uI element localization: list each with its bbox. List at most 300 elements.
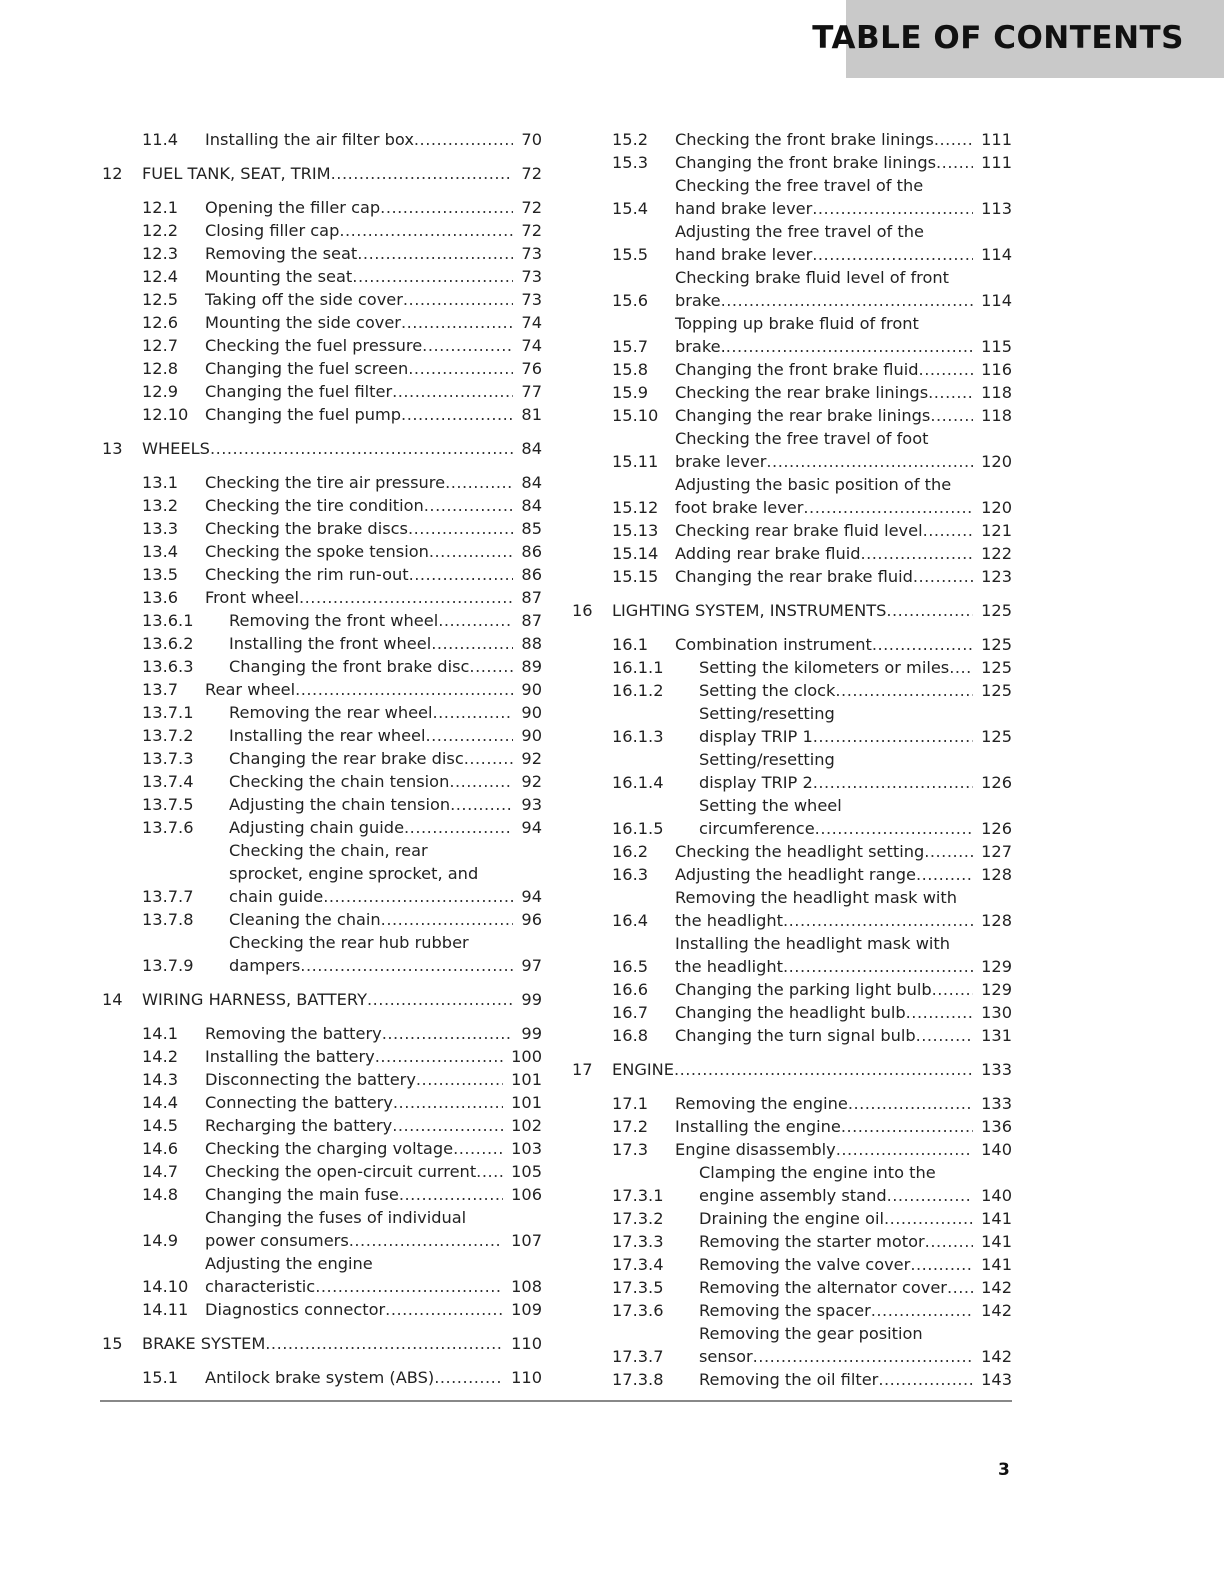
toc-entry-title: Setting the wheel — [699, 796, 842, 815]
dot-leader — [878, 1368, 973, 1391]
toc-entry[interactable] — [572, 427, 1012, 473]
toc-entry-number: 16.1.3 — [612, 727, 664, 746]
toc-entry-title: Adjusting the engine — [205, 1254, 373, 1273]
toc-entry[interactable] — [102, 357, 542, 380]
toc-entry-number: 13.7.8 — [142, 910, 194, 929]
toc-page-number: 92 — [521, 749, 542, 768]
toc-page-number: 129 — [981, 980, 1012, 999]
toc-entry-title: Adjusting the basic position of the — [675, 475, 952, 494]
toc-entry[interactable] — [572, 886, 1012, 932]
toc-entry-title: Checking the rear hub rubber — [229, 933, 469, 952]
toc-page-number: 107 — [511, 1231, 542, 1250]
toc-page-number: 76 — [521, 359, 542, 378]
toc-entry-number: 12.6 — [142, 313, 179, 332]
toc-entry-title: Installing the battery — [205, 1047, 375, 1066]
toc-page-number: 141 — [981, 1232, 1012, 1251]
bottom-divider — [100, 1400, 1012, 1402]
toc-page-number: 101 — [511, 1070, 542, 1089]
toc-entry-title: Changing the turn signal bulb — [675, 1026, 916, 1045]
dot-leader — [848, 1092, 973, 1115]
toc-entry-title: Installing the air filter box — [205, 130, 414, 149]
toc-entry-title: Changing the main fuse — [205, 1185, 399, 1204]
dot-leader — [476, 1160, 503, 1183]
dot-leader — [936, 151, 973, 174]
toc-entry[interactable] — [572, 473, 1012, 519]
toc-page-number: 114 — [981, 291, 1012, 310]
toc-page-number: 126 — [981, 819, 1012, 838]
toc-entry-title: Adjusting the chain tension — [229, 795, 451, 814]
toc-entry[interactable] — [102, 403, 542, 426]
dot-leader — [934, 128, 973, 151]
toc-entry[interactable] — [102, 1298, 542, 1321]
toc-entry-number: 16.1 — [612, 635, 649, 654]
toc-entry[interactable] — [102, 839, 542, 908]
toc-entry-number: 17.3.7 — [612, 1347, 664, 1366]
toc-entry-title: Changing the front brake disc — [229, 657, 470, 676]
toc-entry[interactable] — [102, 816, 542, 839]
toc-entry[interactable] — [102, 1366, 542, 1389]
toc-page-number: 128 — [981, 911, 1012, 930]
toc-page-number: 127 — [981, 842, 1012, 861]
toc-entry[interactable] — [102, 219, 542, 242]
toc-entry-title: Removing the engine — [675, 1094, 848, 1113]
toc-entry-title: brake. — [675, 337, 726, 356]
header-banner — [812, 0, 1224, 78]
toc-entry[interactable] — [572, 679, 1012, 702]
dot-leader — [403, 288, 513, 311]
toc-entry[interactable] — [102, 1091, 542, 1114]
toc-entry[interactable] — [102, 517, 542, 540]
toc-page-number: 97 — [521, 956, 542, 975]
toc-entry-title: sprocket, engine sprocket, and — [229, 864, 479, 883]
toc-entry[interactable] — [102, 196, 542, 219]
toc-page-number: 88 — [521, 634, 542, 653]
toc-entry-title: Installing the rear wheel — [229, 726, 426, 745]
toc-entry[interactable] — [102, 494, 542, 517]
page-number: 3 — [998, 1460, 1010, 1480]
toc-entry-number: 13.7.7 — [142, 887, 194, 906]
toc-page-number: 142 — [981, 1347, 1012, 1366]
dot-leader — [323, 885, 513, 908]
toc-entry-number: 15.6 — [612, 291, 649, 310]
toc-entry-number: 12.10 — [142, 405, 189, 424]
dot-leader — [438, 609, 513, 632]
toc-entry[interactable] — [102, 701, 542, 724]
toc-page-number: 99 — [521, 990, 542, 1009]
dot-leader — [919, 358, 974, 381]
toc-entry-number: 14.8 — [142, 1185, 179, 1204]
toc-entry[interactable] — [572, 266, 1012, 312]
toc-entry-title: brake — [675, 291, 721, 310]
toc-entry-number: 17.3.8 — [612, 1370, 664, 1389]
toc-entry[interactable] — [572, 174, 1012, 220]
toc-entry-number: 11.4 — [142, 130, 179, 149]
toc-entry[interactable] — [572, 1161, 1012, 1207]
toc-entry[interactable] — [102, 1068, 542, 1091]
toc-page-number: 100 — [511, 1047, 542, 1066]
toc-entry-number: 16 — [572, 601, 593, 620]
toc-entry-number: 13.3 — [142, 519, 179, 538]
toc-entry[interactable] — [102, 334, 542, 357]
page-title: TABLE OF CONTENTS — [812, 20, 1184, 56]
toc-entry-number: 16.1.1 — [612, 658, 664, 677]
toc-entry[interactable] — [572, 863, 1012, 886]
toc-entry-number: 16.1.2 — [612, 681, 664, 700]
toc-entry-title: Changing the front brake linings — [675, 153, 937, 172]
toc-entry-number: 13.2 — [142, 496, 179, 515]
toc-page-number: 128 — [981, 865, 1012, 884]
toc-entry[interactable] — [102, 1022, 542, 1045]
toc-entry-number: 12 — [102, 164, 123, 183]
toc-entry[interactable] — [572, 312, 1012, 358]
toc-entry-number: 15.9 — [612, 383, 649, 402]
dot-leader — [409, 563, 514, 586]
toc-section[interactable] — [572, 599, 1012, 622]
toc-entry-title: Changing the headlight bulb — [675, 1003, 906, 1022]
toc-page-number: 102 — [511, 1116, 542, 1135]
toc-page-number: 105 — [511, 1162, 542, 1181]
toc-page-number: 140 — [981, 1186, 1012, 1205]
dot-leader — [910, 1253, 973, 1276]
toc-page-number: 73 — [521, 290, 542, 309]
toc-entry[interactable] — [572, 1322, 1012, 1368]
toc-entry-number: 15.7 — [612, 337, 649, 356]
toc-entry-title: Checking the front brake linings — [675, 130, 934, 149]
dot-leader — [367, 988, 513, 1011]
dot-leader — [381, 908, 514, 931]
toc-entry[interactable] — [572, 1276, 1012, 1299]
toc-entry[interactable] — [572, 794, 1012, 840]
toc-entry[interactable] — [572, 978, 1012, 1001]
toc-entry-number: 15.10 — [612, 406, 659, 425]
toc-entry[interactable] — [102, 747, 542, 770]
toc-entry[interactable] — [572, 1207, 1012, 1230]
toc-entry[interactable] — [572, 1368, 1012, 1391]
toc-entry[interactable] — [102, 1252, 542, 1298]
toc-entry[interactable] — [102, 609, 542, 632]
toc-entry-title: Removing the alternator cover — [699, 1278, 947, 1297]
toc-entry[interactable] — [572, 1230, 1012, 1253]
toc-entry-title: Recharging the battery — [205, 1116, 393, 1135]
toc-entry-number: 16.8 — [612, 1026, 649, 1045]
toc-page-number: 74 — [521, 313, 542, 332]
toc-page-number: 72 — [521, 164, 542, 183]
toc-entry-number: 12.8 — [142, 359, 179, 378]
toc-entry-number: 14.4 — [142, 1093, 179, 1112]
toc-entry[interactable] — [102, 265, 542, 288]
toc-entry-title: brake lever — [675, 452, 767, 471]
toc-entry-title: Draining the engine oil — [699, 1209, 884, 1228]
dot-leader — [871, 1299, 973, 1322]
dot-leader — [884, 1207, 973, 1230]
toc-entry[interactable] — [572, 1092, 1012, 1115]
toc-entry-title: Front wheel — [205, 588, 300, 607]
toc-page-number: 94 — [521, 818, 542, 837]
dot-leader — [812, 197, 973, 220]
toc-entry-number: 15.2 — [612, 130, 649, 149]
toc-entry-title: Disconnecting the battery — [205, 1070, 416, 1089]
dot-leader — [401, 403, 513, 426]
toc-entry[interactable] — [102, 632, 542, 655]
toc-entry-title: Diagnostics connector — [205, 1300, 386, 1319]
toc-entry-number: 16.7 — [612, 1003, 649, 1022]
toc-entry[interactable] — [102, 1114, 542, 1137]
toc-entry-title: Checking rear brake fluid level — [675, 521, 923, 540]
toc-entry[interactable] — [102, 288, 542, 311]
toc-entry-title: display TRIP 2 — [699, 773, 813, 792]
dot-leader — [392, 380, 513, 403]
toc-entry[interactable] — [572, 1001, 1012, 1024]
toc-entry-title: Taking off the side cover — [205, 290, 403, 309]
dot-leader — [265, 1332, 503, 1355]
toc-page-number: 87 — [521, 588, 542, 607]
toc-entry-title: Removing the starter motor — [699, 1232, 925, 1251]
toc-entry-title: hand brake lever — [675, 245, 813, 264]
toc-page-number: 74 — [521, 336, 542, 355]
toc-page-number: 125 — [981, 601, 1012, 620]
toc-entry[interactable] — [102, 1045, 542, 1068]
toc-entry-title: Checking brake fluid level of front — [675, 268, 949, 287]
toc-entry[interactable] — [102, 1160, 542, 1183]
toc-entry-number: 16.1.4 — [612, 773, 664, 792]
toc-page-number: 130 — [981, 1003, 1012, 1022]
toc-entry-number: 17.3.6 — [612, 1301, 664, 1320]
dot-leader — [783, 909, 973, 932]
toc-entry-title: Checking the headlight setting — [675, 842, 925, 861]
toc-page-number: 96 — [521, 910, 542, 929]
toc-entry-title: Removing the headlight mask with — [675, 888, 958, 907]
dot-leader — [815, 817, 973, 840]
toc-section[interactable] — [102, 1332, 542, 1355]
dot-leader — [404, 816, 513, 839]
toc-entry[interactable] — [572, 932, 1012, 978]
toc-page-number: 81 — [521, 405, 542, 424]
toc-entry[interactable] — [102, 678, 542, 701]
dot-leader — [887, 1184, 973, 1207]
dot-leader — [431, 632, 513, 655]
toc-entry-number: 12.5 — [142, 290, 179, 309]
toc-entry-number: 14.11 — [142, 1300, 189, 1319]
toc-entry[interactable] — [102, 931, 542, 977]
toc-entry[interactable] — [572, 1299, 1012, 1322]
toc-entry-title: Antilock brake system (ABS) — [205, 1368, 435, 1387]
toc-entry[interactable] — [102, 724, 542, 747]
toc-section[interactable] — [102, 988, 542, 1011]
dot-leader — [916, 863, 973, 886]
dot-leader — [906, 1001, 973, 1024]
dot-leader — [416, 1068, 503, 1091]
dot-leader — [315, 1275, 503, 1298]
toc-entry-number: 13.7.5 — [142, 795, 194, 814]
toc-entry-number: 14.2 — [142, 1047, 179, 1066]
toc-entry-title: Checking the charging voltage — [205, 1139, 454, 1158]
toc-entry[interactable] — [572, 128, 1012, 151]
toc-entry-number: 12.9 — [142, 382, 179, 401]
toc-entry-number: 15.12 — [612, 498, 659, 517]
toc-page-number: 118 — [981, 406, 1012, 425]
toc-entry-title: Changing the fuel pump — [205, 405, 402, 424]
toc-entry[interactable] — [572, 358, 1012, 381]
toc-entry-title: LIGHTING SYSTEM, INSTRUMENTS — [612, 601, 887, 620]
toc-entry-title: Checking the chain, rear — [229, 841, 428, 860]
toc-entry-title: Engine disassembly — [675, 1140, 836, 1159]
toc-entry-title: Removing the gear position — [699, 1324, 923, 1343]
toc-page-number: 113 — [981, 199, 1012, 218]
toc-entry-title: chain guide — [229, 887, 324, 906]
toc-entry-title: Removing the oil filter — [699, 1370, 879, 1389]
toc-entry[interactable] — [102, 1206, 542, 1252]
toc-entry[interactable] — [572, 1253, 1012, 1276]
toc-entry-number: 14 — [102, 990, 123, 1009]
toc-page-number: 106 — [511, 1185, 542, 1204]
toc-entry-number: 15.1 — [142, 1368, 179, 1387]
dot-leader — [426, 724, 514, 747]
toc-entry[interactable] — [102, 471, 542, 494]
toc-page-number: 125 — [981, 658, 1012, 677]
toc-entry-title: FUEL TANK, SEAT, TRIM — [142, 164, 331, 183]
toc-entry[interactable] — [102, 563, 542, 586]
toc-entry[interactable] — [102, 311, 542, 334]
toc-page-number: 142 — [981, 1301, 1012, 1320]
toc-section[interactable] — [102, 437, 542, 460]
toc-entry-number: 13.6 — [142, 588, 179, 607]
toc-entry-number: 12.1 — [142, 198, 179, 217]
toc-entry-title: Checking the free travel of foot — [675, 429, 929, 448]
dot-leader — [812, 243, 973, 266]
toc-entry[interactable] — [102, 770, 542, 793]
dot-leader — [803, 496, 973, 519]
toc-entry[interactable] — [572, 656, 1012, 679]
toc-entry[interactable] — [102, 655, 542, 678]
dot-leader — [469, 655, 513, 678]
dot-leader — [399, 1183, 503, 1206]
dot-leader — [299, 586, 513, 609]
toc-entry[interactable] — [102, 586, 542, 609]
toc-entry-title: Mounting the side cover — [205, 313, 401, 332]
toc-entry-number: 17.2 — [612, 1117, 649, 1136]
toc-entry[interactable] — [572, 151, 1012, 174]
toc-page-number: 90 — [521, 703, 542, 722]
toc-entry[interactable] — [572, 1024, 1012, 1047]
toc-entry-number: 16.1.5 — [612, 819, 664, 838]
toc-entry-title: Setting/resetting — [699, 750, 835, 769]
toc-entry-number: 13.7.6 — [142, 818, 194, 837]
toc-entry[interactable] — [572, 220, 1012, 266]
dot-leader — [841, 1115, 973, 1138]
dot-leader — [300, 954, 513, 977]
toc-page-number: 99 — [521, 1024, 542, 1043]
toc-entry-title: Changing the rear brake disc — [229, 749, 464, 768]
toc-entry-title: BRAKE SYSTEM — [142, 1334, 266, 1353]
toc-entry-title: Installing the engine — [675, 1117, 841, 1136]
toc-entry[interactable] — [102, 242, 542, 265]
toc-entry-number: 13.5 — [142, 565, 179, 584]
dot-leader — [928, 381, 973, 404]
toc-entry[interactable] — [102, 380, 542, 403]
toc-entry[interactable] — [572, 542, 1012, 565]
toc-page-number: 116 — [981, 360, 1012, 379]
dot-leader — [424, 494, 514, 517]
toc-entry-number: 17.3.5 — [612, 1278, 664, 1297]
toc-entry-number: 15.11 — [612, 452, 659, 471]
toc-entry[interactable] — [572, 1115, 1012, 1138]
toc-page-number: 73 — [521, 244, 542, 263]
toc-entry-number: 15.8 — [612, 360, 649, 379]
dot-leader — [385, 1298, 503, 1321]
toc-entry[interactable] — [572, 404, 1012, 427]
dot-leader — [783, 955, 973, 978]
dot-leader — [331, 162, 514, 185]
toc-entry-number: 13.6.3 — [142, 657, 194, 676]
dot-leader — [434, 1366, 503, 1389]
toc-entry[interactable] — [102, 793, 542, 816]
toc-entry[interactable] — [572, 840, 1012, 863]
toc-section[interactable] — [102, 162, 542, 185]
toc-page-number: 114 — [981, 245, 1012, 264]
toc-entry[interactable] — [102, 128, 542, 151]
toc-page-number: 92 — [521, 772, 542, 791]
toc-entry-number: 14.3 — [142, 1070, 179, 1089]
toc-page-number: 122 — [981, 544, 1012, 563]
toc-entry[interactable] — [572, 702, 1012, 748]
toc-section[interactable] — [572, 1058, 1012, 1081]
toc-entry[interactable] — [572, 565, 1012, 588]
toc-entry-title: Changing the rear brake linings — [675, 406, 931, 425]
toc-page-number: 110 — [511, 1334, 542, 1353]
toc-entry[interactable] — [102, 1137, 542, 1160]
toc-page-number: 126 — [981, 773, 1012, 792]
dot-leader — [357, 242, 513, 265]
dot-leader — [450, 793, 513, 816]
toc-entry-number: 15.13 — [612, 521, 659, 540]
toc-entry[interactable] — [102, 1183, 542, 1206]
toc-entry[interactable] — [572, 519, 1012, 542]
toc-page-number: 133 — [981, 1060, 1012, 1079]
toc-entry[interactable] — [572, 381, 1012, 404]
toc-page-number: 141 — [981, 1209, 1012, 1228]
toc-entry-number: 13.6.1 — [142, 611, 194, 630]
toc-entry-title: Adding rear brake fluid — [675, 544, 861, 563]
toc-entry[interactable] — [102, 540, 542, 563]
toc-entry-title: Removing the battery — [205, 1024, 382, 1043]
toc-page-number: 141 — [981, 1255, 1012, 1274]
toc-entry-number: 12.4 — [142, 267, 179, 286]
dot-leader — [753, 1345, 973, 1368]
toc-entry-title: Installing the headlight mask with — [675, 934, 951, 953]
toc-entry-title: circumference — [699, 819, 815, 838]
toc-entry-number: 17.3 — [612, 1140, 649, 1159]
toc-entry[interactable] — [572, 1138, 1012, 1161]
dot-leader — [449, 770, 513, 793]
toc-entry-number: 14.5 — [142, 1116, 179, 1135]
toc-entry-number: 13.4 — [142, 542, 179, 561]
toc-entry-number: 12.2 — [142, 221, 179, 240]
toc-entry[interactable] — [572, 633, 1012, 656]
toc-entry-number: 15.15 — [612, 567, 659, 586]
toc-entry[interactable] — [572, 748, 1012, 794]
toc-entry-title: Changing the fuses of individual — [205, 1208, 467, 1227]
toc-entry-title: sensor — [699, 1347, 753, 1366]
toc-page-number: 125 — [981, 727, 1012, 746]
dot-leader — [445, 471, 513, 494]
dot-leader — [932, 978, 973, 1001]
toc-entry[interactable] — [102, 908, 542, 931]
toc-entry-number: 17.3.2 — [612, 1209, 664, 1228]
toc-entry-number: 15.4 — [612, 199, 649, 218]
toc-entry-title: display TRIP 1 — [699, 727, 813, 746]
toc-page-number: 111 — [981, 130, 1012, 149]
toc-page-number: 110 — [511, 1368, 542, 1387]
